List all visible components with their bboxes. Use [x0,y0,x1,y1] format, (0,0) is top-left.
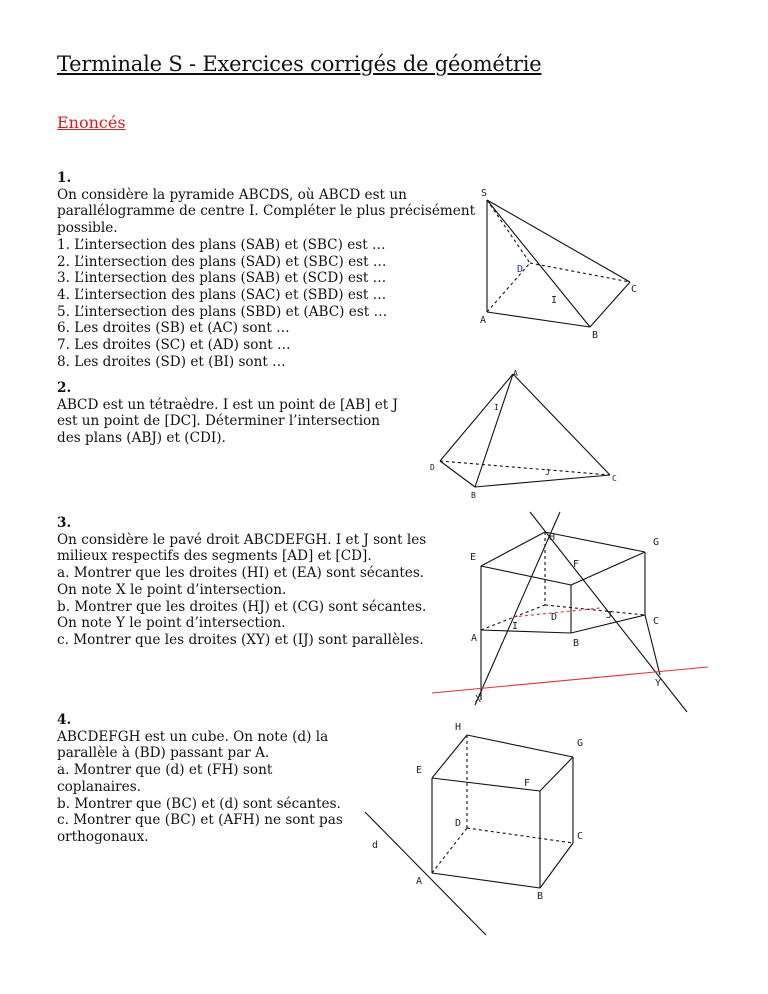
exercise-line: 5. L’intersection des plans (SBD) et (ABC) est … [57,303,388,320]
exercise-line: 4. L’intersection des plans (SAC) et (SBD) est … [57,286,387,303]
exercise-line: On note Y le point d’intersection. [57,615,286,632]
label-h: H [549,532,556,543]
label-j: J [606,610,613,621]
edge-dc [467,828,573,843]
label-d: D [455,818,462,829]
exercise-line: est un point de [DC]. Déterminer l’intersection [57,413,380,430]
label-s: S [481,188,488,199]
label-b: B [592,330,599,341]
label-b: B [471,491,476,500]
exercise-line: On considère le pavé droit ABCDEFGH. I et J sont les [57,531,427,548]
label-b: B [537,891,544,902]
label-g: G [577,738,584,749]
exercise-line: On considère la pyramide ABCDS, où ABCD est un [57,186,407,203]
exercise-line: parallélogramme de centre I. Compléter le plus précisément [57,203,476,220]
edge-ad [432,828,467,873]
exercise-line: 1. L’intersection des plans (SAB) et (SBC) est … [57,236,386,253]
exercise-line: a. Montrer que (d) et (FH) sont [57,762,273,779]
label-j: J [545,468,550,477]
label-c: C [653,616,660,627]
exercise-line: orthogonaux. [57,828,149,845]
exercise-line: milieux respectifs des segments [AD] et [CD]. [57,548,372,565]
label-f: F [524,778,531,789]
label-h: H [455,722,462,733]
exercise-line: ABCD est un tétraèdre. I est un point de [AB] et J [57,396,398,413]
cube-edges [365,735,573,935]
exercise-line: 3. L’intersection des plans (SAB) et (SCD) est … [57,270,387,287]
label-c: C [577,831,584,842]
exercise-line: c. Montrer que (BC) et (AFH) ne sont pas [57,812,343,829]
exercise-line: 8. Les droites (SD) et (BI) sont … [57,353,286,370]
label-a: A [471,633,478,644]
label-line-d: d [372,840,379,851]
section-heading-enonces: Enoncés [57,113,126,132]
exercise-line: 7. Les droites (SC) et (AD) sont … [57,337,291,354]
exercise-line: c. Montrer que les droites (XY) et (IJ) sont parallèles. [57,631,424,648]
edge-ab [432,873,540,888]
label-c: C [612,474,617,483]
exercise-line: possible. [57,220,118,237]
exercise-line: coplanaires. [57,778,141,795]
edge-fg [540,757,573,791]
exercise-line: parallèle à (BD) passant par A. [57,745,270,762]
label-c: C [631,284,638,295]
label-d: D [551,612,558,623]
label-a: A [480,315,487,326]
exercise-line: a. Montrer que les droites (HI) et (EA) sont sécantes. [57,565,425,582]
exercise-number: 4. [57,712,72,728]
exercise-number: 1. [57,170,72,186]
edge-hg [467,735,573,757]
label-d: D [430,463,435,472]
exercise-number: 2. [57,380,72,396]
label-f: F [573,559,580,570]
exercise-line: On note X le point d’intersection. [57,581,287,598]
label-b: B [573,638,580,649]
label-i: I [551,295,558,306]
page-title: Terminale S - Exercices corrigés de géométrie [57,52,542,76]
label-g: G [653,537,660,548]
exercise-line: des plans (ABJ) et (CDI). [57,430,226,447]
label-i: I [494,403,499,412]
label-a: A [513,369,518,378]
label-i: I [512,621,519,632]
exercise-line: 2. L’intersection des plans (SAD) et (SBC) est … [57,253,387,270]
label-x: X [475,694,482,705]
label-y: Y [655,678,662,689]
exercise-number: 3. [57,515,72,531]
line-d [365,812,486,935]
edge-eh [432,735,467,778]
label-a: A [416,876,423,887]
edge-bc [540,843,573,888]
exercise-line: b. Montrer que les droites (HJ) et (CG) sont sécantes. [57,598,427,615]
exercise-line: 6. Les droites (SB) et (AC) sont … [57,320,290,337]
label-d: D [517,264,524,275]
label-e: E [416,765,423,776]
exercise-line: ABCDEFGH est un cube. On note (d) la [57,728,329,745]
label-e: E [470,552,477,563]
exercise-line: b. Montrer que (BC) et (d) sont sécantes. [57,795,341,812]
